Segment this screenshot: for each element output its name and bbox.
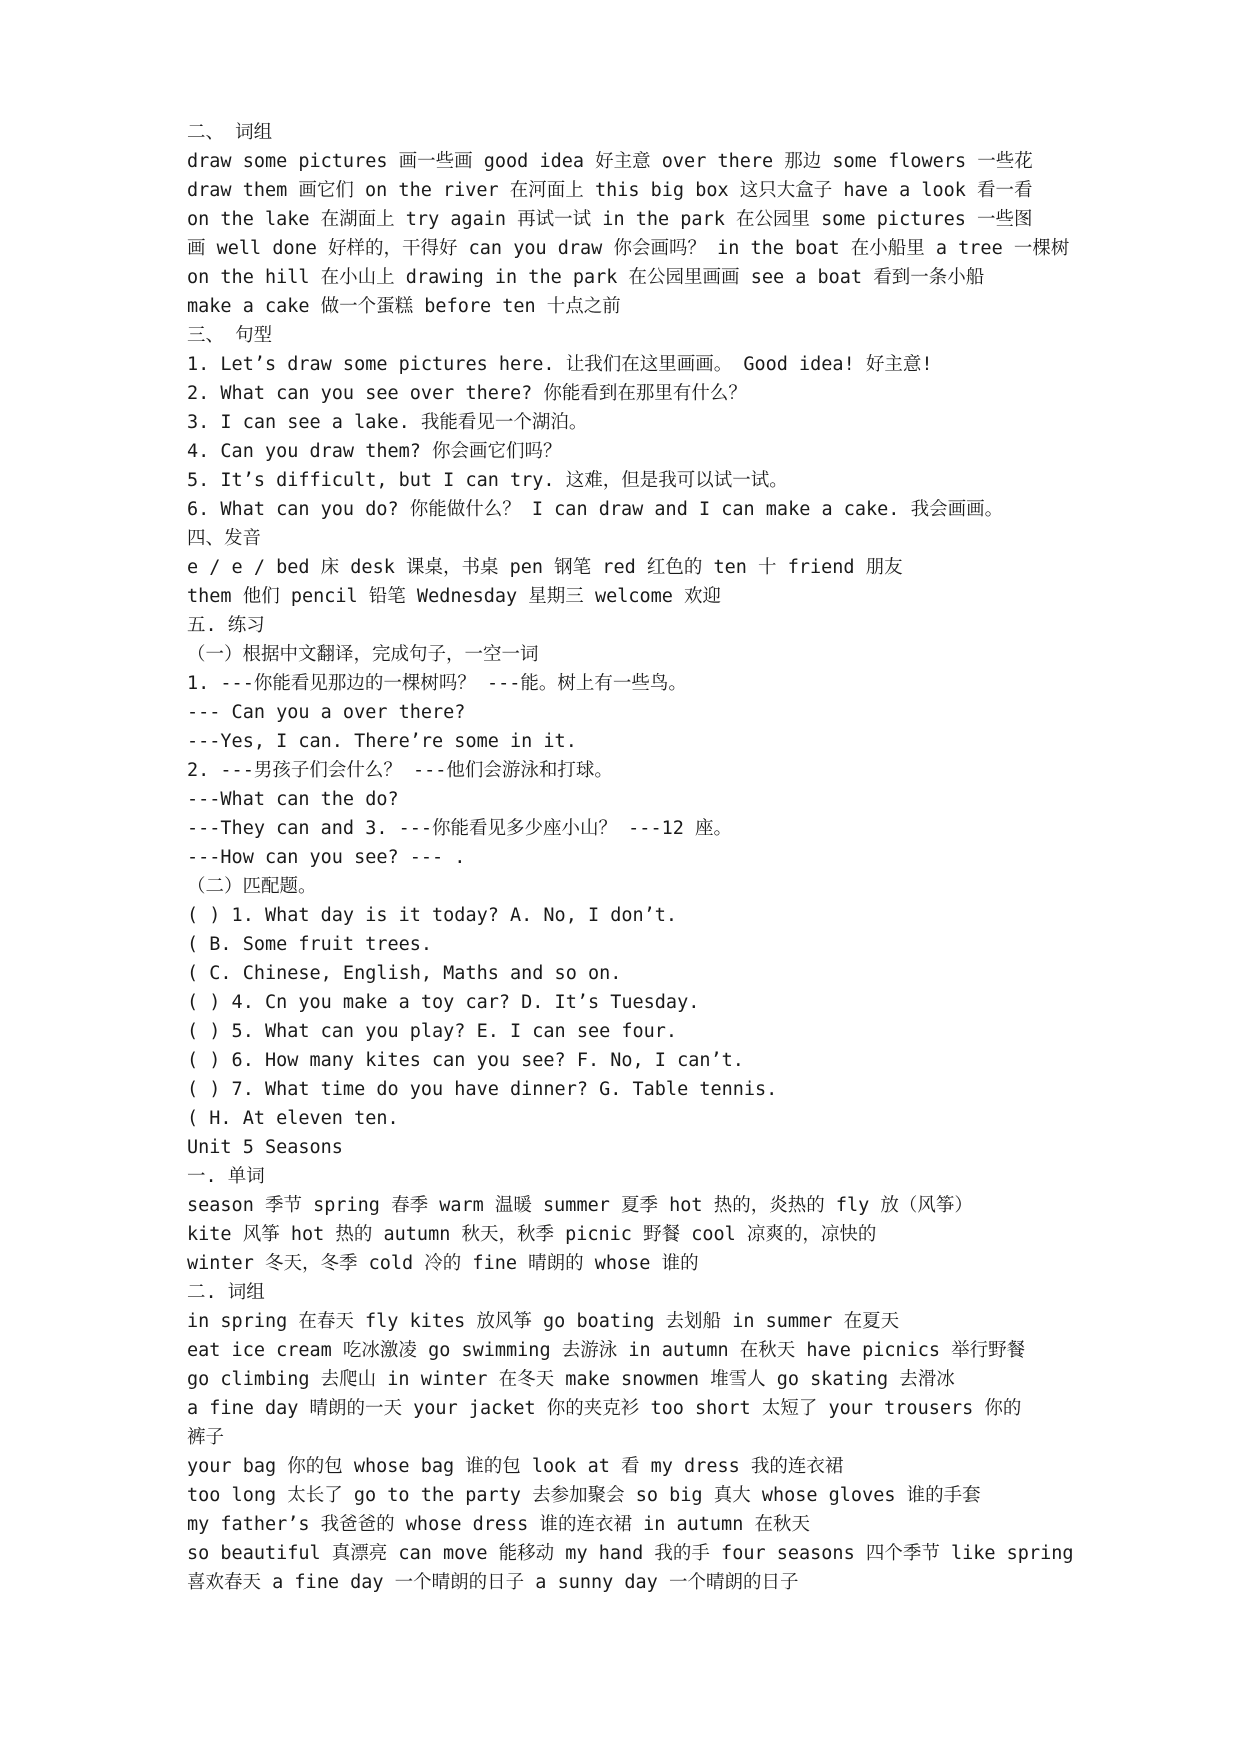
text-line: ( ) 4. Cn you make a toy car? D. It’s Tuesday. bbox=[187, 992, 700, 1013]
section-heading: 一. 单词 bbox=[187, 1166, 265, 1187]
text-line: 裤子 bbox=[187, 1427, 225, 1448]
text-line: them 他们 pencil 铅笔 Wednesday 星期三 welcome 欢迎 bbox=[187, 586, 722, 607]
unit-heading: Unit 5 Seasons bbox=[187, 1137, 343, 1158]
text-line: ( C. Chinese, English, Maths and so on. bbox=[187, 963, 622, 984]
text-line: my father’s 我爸爸的 whose dress 谁的连衣裙 in autumn 在秋天 bbox=[187, 1514, 810, 1535]
text-line: ( ) 6. How many kites can you see? F. No, I can’t. bbox=[187, 1050, 744, 1071]
text-line: ---They can and 3. ---你能看见多少座小山？ ---12 座。 bbox=[187, 818, 733, 839]
text-line: ( H. At eleven ten. bbox=[187, 1108, 399, 1129]
section-heading: 四、发音 bbox=[187, 528, 262, 549]
text-line: ( B. Some fruit trees. bbox=[187, 934, 433, 955]
text-line: 5. It’s difficult, but I can try. 这难，但是我可以试一试。 bbox=[187, 470, 788, 491]
text-line: go climbing 去爬山 in winter 在冬天 make snowmen 堆雪人 go skating 去滑冰 bbox=[187, 1369, 955, 1390]
text-line: so beautiful 真漂亮 can move 能移动 my hand 我的手 four seasons 四个季节 like spring bbox=[187, 1543, 1074, 1564]
document-page bbox=[187, 118, 1147, 1597]
text-line: a fine day 晴朗的一天 your jacket 你的夹克衫 too short 太短了 your trousers 你的 bbox=[187, 1398, 1022, 1419]
text-line: eat ice cream 吃冰激凌 go swimming 去游泳 in autumn 在秋天 have picnics 举行野餐 bbox=[187, 1340, 1026, 1361]
text-line: ---Yes, I can. There’re some in it. bbox=[187, 731, 577, 752]
subsection-heading: （一）根据中文翻译，完成句子，一空一词 bbox=[187, 644, 539, 665]
text-line: in spring 在春天 fly kites 放风筝 go boating 去划船 in summer 在夏天 bbox=[187, 1311, 900, 1332]
text-line: 6. What can you do? 你能做什么？ I can draw and I can make a cake. 我会画画。 bbox=[187, 499, 1004, 520]
text-line: draw them 画它们 on the river 在河面上 this big box 这只大盒子 have a look 看一看 bbox=[187, 180, 1033, 201]
section-heading: 二、 词组 bbox=[187, 122, 273, 143]
text-line: kite 风筝 hot 热的 autumn 秋天，秋季 picnic 野餐 cool 凉爽的，凉快的 bbox=[187, 1224, 877, 1245]
subsection-heading: （二）匹配题。 bbox=[187, 876, 317, 897]
text-line: draw some pictures 画一些画 good idea 好主意 over there 那边 some flowers 一些花 bbox=[187, 151, 1033, 172]
text-line: 3. I can see a lake. 我能看见一个湖泊。 bbox=[187, 412, 588, 433]
text-line: 1. ---你能看见那边的一棵树吗？ ---能。树上有一些鸟。 bbox=[187, 673, 687, 694]
text-line: ( ) 7. What time do you have dinner? G. Table tennis. bbox=[187, 1079, 778, 1100]
section-heading: 二. 词组 bbox=[187, 1282, 265, 1303]
text-line: ---What can the do? bbox=[187, 789, 399, 810]
text-line: 2. ---男孩子们会什么？ ---他们会游泳和打球。 bbox=[187, 760, 613, 781]
text-line: ---How can you see? --- . bbox=[187, 847, 466, 868]
text-line: winter 冬天，冬季 cold 冷的 fine 晴朗的 whose 谁的 bbox=[187, 1253, 699, 1274]
text-line: ( ) 5. What can you play? E. I can see four. bbox=[187, 1021, 678, 1042]
text-line: on the hill 在小山上 drawing in the park 在公园里画画 see a boat 看到一条小船 bbox=[187, 267, 985, 288]
text-line: ( ) 1. What day is it today? A. No, I don’t. bbox=[187, 905, 678, 926]
text-line: 喜欢春天 a fine day 一个晴朗的日子 a sunny day 一个晴朗的日子 bbox=[187, 1572, 799, 1593]
section-heading: 三、 句型 bbox=[187, 325, 273, 346]
section-heading: 五. 练习 bbox=[187, 615, 265, 636]
text-line: make a cake 做一个蛋糕 before ten 十点之前 bbox=[187, 296, 621, 317]
text-line: 4. Can you draw them? 你会画它们吗？ bbox=[187, 441, 562, 462]
text-line: your bag 你的包 whose bag 谁的包 look at 看 my dress 我的连衣裙 bbox=[187, 1456, 844, 1477]
text-line: season 季节 spring 春季 warm 温暖 summer 夏季 hot 热的，炎热的 fly 放（风筝） bbox=[187, 1195, 973, 1216]
text-line: too long 太长了 go to the party 去参加聚会 so big 真大 whose gloves 谁的手套 bbox=[187, 1485, 981, 1506]
text-line: e / e / bed 床 desk 课桌，书桌 pen 钢笔 red 红色的 ten 十 friend 朋友 bbox=[187, 557, 903, 578]
text-line: 2. What can you see over there? 你能看到在那里有什么？ bbox=[187, 383, 747, 404]
text-line: --- Can you a over there? bbox=[187, 702, 466, 723]
text-line: 1. Let’s draw some pictures here. 让我们在这里画画。 Good idea! 好主意! bbox=[187, 354, 933, 375]
text-line: on the lake 在湖面上 try again 再试一试 in the park 在公园里 some pictures 一些图 bbox=[187, 209, 1033, 230]
text-line: 画 well done 好样的，干得好 can you draw 你会画吗？ in the boat 在小船里 a tree 一棵树 bbox=[187, 238, 1070, 259]
